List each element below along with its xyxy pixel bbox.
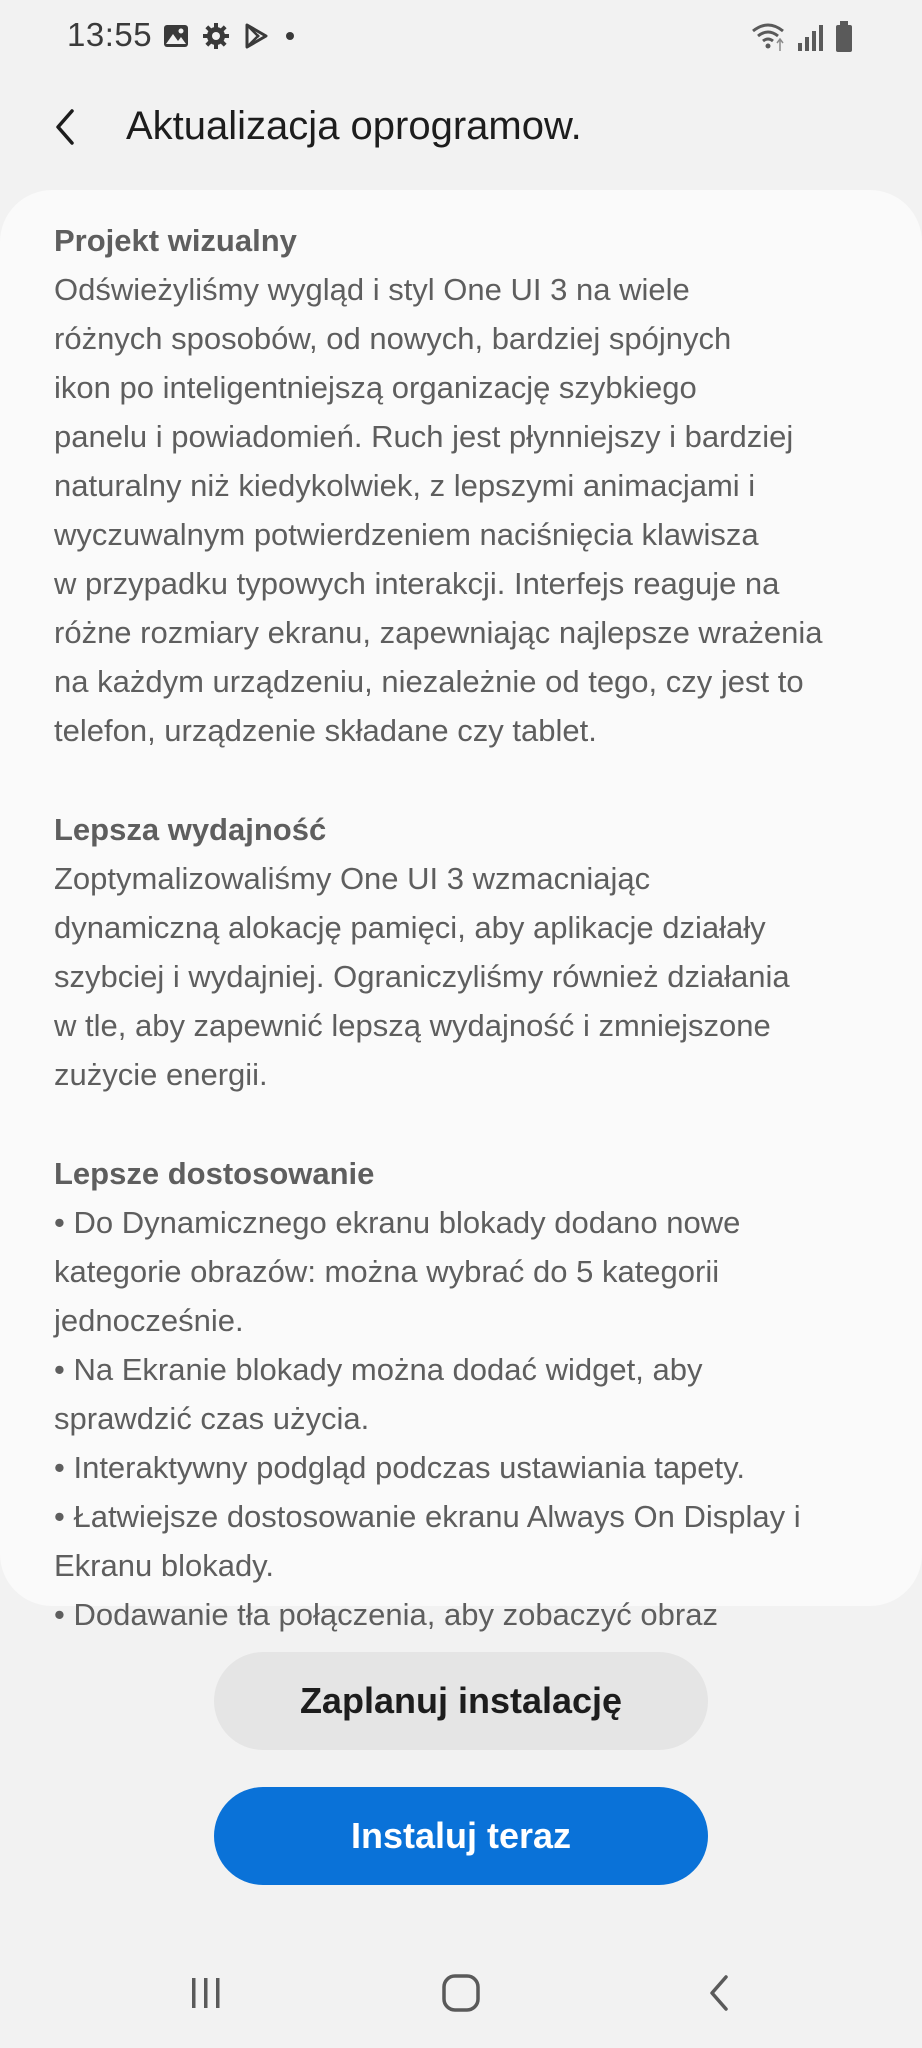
home-button[interactable] <box>431 1965 491 2025</box>
status-right-icons <box>750 20 854 54</box>
text-line: telefon, urządzenie składane czy tablet. <box>54 713 597 748</box>
text-line: • Dodawanie tła połączenia, aby zobaczyć obraz <box>54 1597 718 1632</box>
release-notes-card[interactable] <box>0 190 922 1632</box>
nav-back-button[interactable] <box>690 1965 750 2025</box>
text-line: wyczuwalnym potwierdzeniem naciśnięcia klawisza <box>54 517 759 552</box>
text-line: szybciej i wydajniej. Ograniczyliśmy również działania <box>54 959 790 994</box>
section-title: Projekt wizualny <box>54 223 297 258</box>
install-now-button[interactable]: Instaluj teraz <box>214 1787 708 1885</box>
chevron-left-icon <box>50 107 80 152</box>
text-line: Ekranu blokady. <box>54 1548 274 1583</box>
release-notes-content <box>54 216 894 1689</box>
section-title: Lepsza wydajność <box>54 812 327 847</box>
text-line: na każdym urządzeniu, niezależnie od tego, czy jest to <box>54 664 804 699</box>
text-line: • Interaktywny podgląd podczas ustawiania tapety. <box>54 1450 745 1485</box>
status-bar <box>0 0 922 74</box>
signal-icon <box>796 21 824 53</box>
status-left-icons <box>162 22 298 50</box>
text-line: ikon po inteligentniejszą organizację szybkiego <box>54 370 697 405</box>
section-body <box>54 1198 894 1639</box>
text-line: Odświeżyliśmy wygląd i styl One UI 3 na wiele <box>54 272 690 307</box>
section-title: Lepsze dostosowanie <box>54 1156 375 1191</box>
app-bar <box>0 90 922 170</box>
section-body <box>54 854 894 1099</box>
status-time: 13:55 <box>67 16 153 53</box>
text-line: dynamiczną alokację pamięci, aby aplikacje działały <box>54 910 766 945</box>
back-button[interactable] <box>40 104 90 154</box>
home-icon <box>439 1971 483 2020</box>
text-line: jednocześnie. <box>54 1303 244 1338</box>
text-line: panelu i powiadomień. Ruch jest płynniejszy i bardziej <box>54 419 794 454</box>
navigation-bar <box>0 1955 922 2035</box>
battery-icon <box>834 20 854 54</box>
text-line: • Łatwiejsze dostosowanie ekranu Always On Display i <box>54 1499 801 1534</box>
play-store-icon <box>242 22 270 50</box>
image-icon <box>162 22 190 50</box>
section-body <box>54 265 894 755</box>
section-performance <box>54 805 894 1099</box>
text-line: w tle, aby zapewnić lepszą wydajność i zmniejszone <box>54 1008 771 1043</box>
page-title: Aktualizacja oprogramow. <box>126 104 582 148</box>
section-visual-design <box>54 216 894 755</box>
text-line: sprawdzić czas użycia. <box>54 1401 370 1436</box>
dot-icon <box>282 22 298 50</box>
text-line: naturalny niż kiedykolwiek, z lepszymi animacjami i <box>54 468 756 503</box>
text-line: Zoptymalizowaliśmy One UI 3 wzmacniając <box>54 861 651 896</box>
text-line: różne rozmiary ekranu, zapewniając najlepsze wrażenia <box>54 615 823 650</box>
recents-icon <box>186 1973 226 2018</box>
text-line: w przypadku typowych interakcji. Interfejs reaguje na <box>54 566 780 601</box>
section-customization <box>54 1149 894 1639</box>
text-line: zużycie energii. <box>54 1057 268 1092</box>
text-line: • Na Ekranie blokady można dodać widget, aby <box>54 1352 703 1387</box>
text-line: kategorie obrazów: można wybrać do 5 kategorii <box>54 1254 720 1289</box>
wifi-icon <box>750 21 786 53</box>
text-line: różnych sposobów, od nowych, bardziej spójnych <box>54 321 732 356</box>
recents-button[interactable] <box>176 1965 236 2025</box>
nav-back-icon <box>700 1971 740 2020</box>
gear-icon <box>202 22 230 50</box>
text-line: • Do Dynamicznego ekranu blokady dodano nowe <box>54 1205 741 1240</box>
schedule-install-button[interactable]: Zaplanuj instalację <box>214 1652 708 1750</box>
